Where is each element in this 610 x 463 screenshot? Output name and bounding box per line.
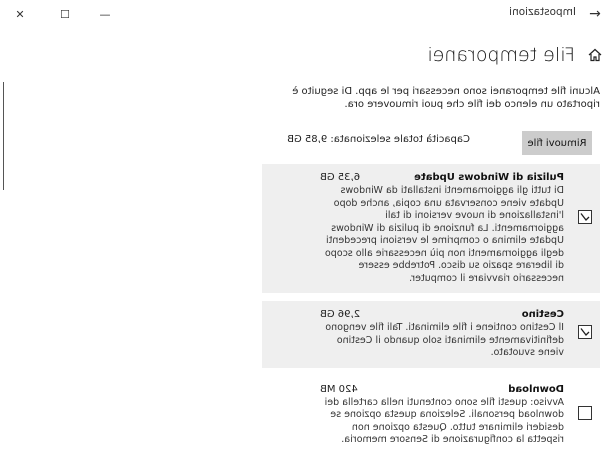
item-size: 6,35 GB bbox=[320, 172, 361, 183]
item-name: Download bbox=[508, 383, 564, 395]
item-description: Di tutti gli aggiornamenti installati da Windows Update viene conservata una copia, anche dopo l'installazione di nuove versioni di tali aggiornamenti. La funzione di pulizia di Windows Update elimina o comprime le versioni precedenti degli aggiornamenti non più necessarie allo scopo di liberare spazio su disco. Potrebbe essere necessario riavviare il computer. bbox=[324, 185, 564, 284]
recycle-bin-checkbox[interactable] bbox=[578, 325, 592, 339]
maximize-icon: ☐ bbox=[60, 7, 70, 21]
list-item-downloads[interactable] bbox=[262, 376, 600, 455]
list-item-recycle-bin[interactable] bbox=[262, 301, 600, 368]
page-title: File temporanei bbox=[427, 44, 575, 66]
windows-update-checkbox[interactable] bbox=[578, 210, 592, 224]
back-arrow-icon: ← bbox=[589, 6, 601, 22]
checkmark-icon bbox=[580, 327, 590, 337]
back-button[interactable] bbox=[580, 0, 610, 28]
app-title: Impostazioni bbox=[509, 6, 576, 18]
item-size: 2,96 GB bbox=[320, 309, 361, 320]
item-description: Avviso: questi file sono contenuti nella cartella dei download personali. Seleziona questa opzione se desideri eliminare tutto. Questa opzione non rispetta la configurazione di Sensore memoria. bbox=[324, 396, 564, 445]
minimize-icon: — bbox=[99, 7, 111, 21]
intro-text: Alcuni file temporanei sono necessari per le app. Di seguito è riportato un elenco dei file che puoi rimuovere ora. bbox=[292, 86, 600, 110]
minimize-button[interactable] bbox=[90, 0, 120, 28]
list-item-windows-update[interactable] bbox=[262, 164, 600, 293]
title-bar bbox=[0, 0, 610, 28]
item-description: Il Cestino contiene i file eliminati. Tali file vengono definitivamente eliminati solo quando il Cestino viene svuotato. bbox=[325, 322, 564, 358]
home-icon[interactable] bbox=[585, 45, 605, 65]
item-name: Pulizia di Windows Update bbox=[414, 172, 564, 183]
close-button[interactable] bbox=[5, 0, 35, 28]
remove-files-button[interactable]: Rimuovi file bbox=[522, 131, 592, 155]
scrollbar[interactable] bbox=[3, 82, 4, 190]
downloads-checkbox[interactable] bbox=[578, 406, 592, 420]
maximize-button[interactable] bbox=[50, 0, 80, 28]
checkmark-icon bbox=[580, 212, 590, 222]
item-name: Cestino bbox=[521, 309, 564, 320]
page-header bbox=[427, 40, 605, 70]
total-selected-text: Capacità totale selezionata: 9,85 GB bbox=[287, 134, 470, 145]
item-size: 420 MB bbox=[320, 383, 358, 395]
temp-files-list bbox=[262, 164, 600, 463]
close-icon: ✕ bbox=[15, 7, 25, 21]
